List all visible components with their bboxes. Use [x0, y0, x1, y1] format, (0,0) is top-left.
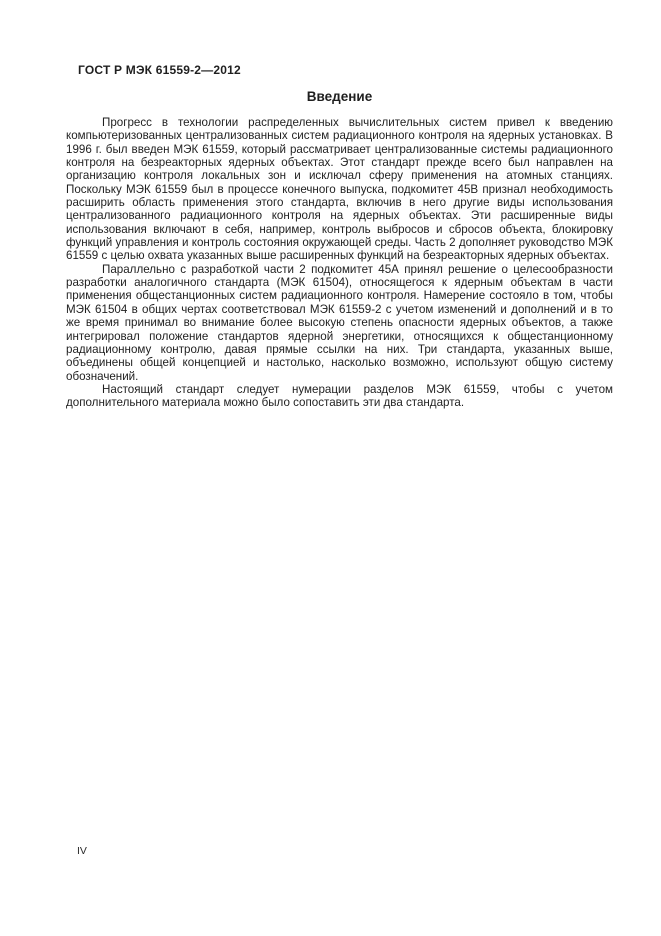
paragraph-2: Параллельно с разработкой части 2 подкомитет 45А принял решение о целесообразности разработки аналогичного стандарта (МЭК 61504), относящегося к ядерным объектам в части применения общестанционных систем радиационного контроля. Намерение состояло в том, чтобы МЭК 61504 в общих чертах соответствовал МЭК 61559-2 с учетом изменений и дополнений и в то же время принимал во внимание более высокую степень опасности ядерных объектов, а также интегрировал положение стандартов ядерной энергетики, относящихся к общестанционному радиационному контролю, давая прямые ссылки на них. Три стандарта, указанных выше, объединены общей концепцией и настолько, насколько возможно, используют общую систему обозначений.	[66, 262, 613, 383]
paragraph-1: Прогресс в технологии распределенных вычислительных систем привел к введению компьютеризованных централизованных систем радиационного контроля на ядерных установках. В 1996 г. был введен МЭК 61559, который рассматривает централизованные системы радиационного контроля на безреакторных ядерных объектах. Этот стандарт прежде всего был направлен на организацию контроля локальных зон и исключал сферу применения на атомных станциях. Поскольку МЭК 61559 был в процессе конечного выпуска, подкомитет 45В признал необходимость расширить область применения этого стандарта, включив в него другие виды использования централизованного радиационного контроля на ядерных объектах. Эти расширенные виды использования включают в себя, например, контроль выбросов и сбросов объекта, блокировку функций управления и контроль состояния окружающей среды. Часть 2 дополняет руководство МЭК 61559 с целью охвата указанных выше расширенных функций на безреакторных ядерных объектах.	[66, 116, 613, 263]
section-title: Введение	[306, 89, 373, 104]
page-number: IV	[77, 845, 87, 857]
document-body	[66, 116, 613, 410]
document-header: ГОСТ Р МЭК 61559-2—2012	[78, 63, 241, 77]
paragraph-3: Настоящий стандарт следует нумерации разделов МЭК 61559, чтобы с учетом дополнительного материала можно было сопоставить эти два стандарта.	[66, 382, 613, 410]
